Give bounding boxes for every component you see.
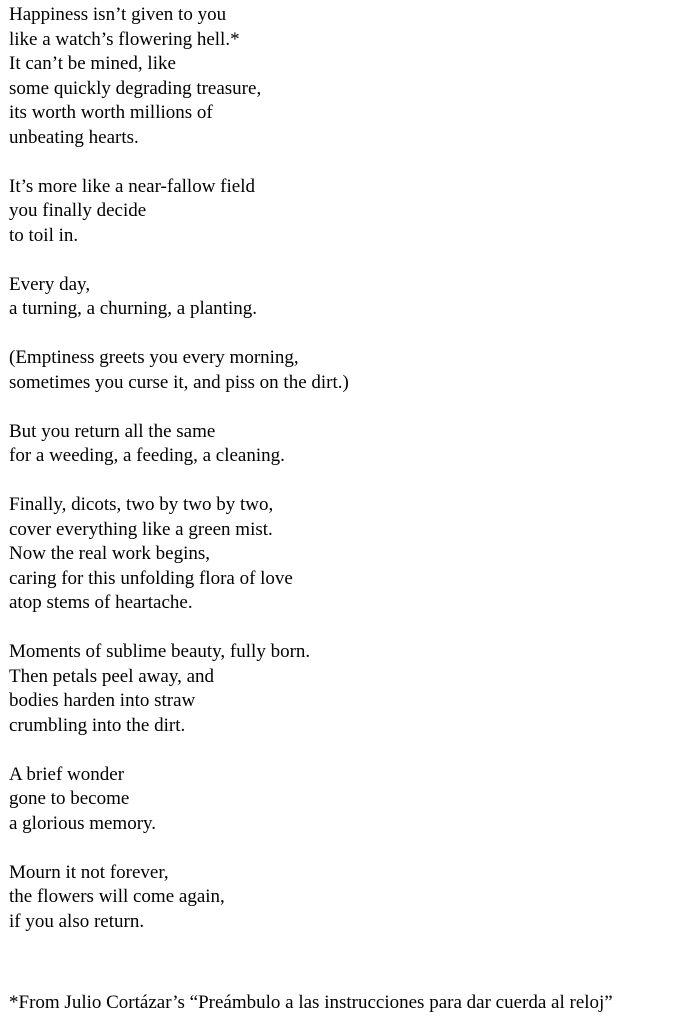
poem-line: sometimes you curse it, and piss on the dirt.) [9, 371, 349, 393]
poem-line: atop stems of heartache. [9, 592, 193, 613]
poem-line: Moments of sublime beauty, fully born. [9, 641, 311, 662]
poem-line: like a watch’s flowering hell.* [9, 28, 240, 50]
poem-line: gone to become [9, 788, 130, 809]
poem-line: its worth worth millions of [9, 102, 213, 123]
poem-line: if you also return. [9, 910, 145, 932]
footnote: *From Julio Cortázar’s “Preámbulo a las instrucciones para dar cuerda al reloj” [9, 992, 613, 1013]
poem-line: caring for this unfolding flora of love [9, 567, 293, 589]
poem-line: some quickly degrading treasure, [9, 77, 262, 99]
stanza-1 [9, 3, 689, 150]
stanza-4 [9, 346, 689, 395]
poem-line: Finally, dicots, two by two by two, [9, 494, 274, 515]
stanza-8 [9, 763, 689, 837]
poem-line: a glorious memory. [9, 812, 157, 834]
poem-line: for a weeding, a feeding, a cleaning. [9, 445, 285, 466]
stanza-5 [9, 420, 689, 469]
stanza-2 [9, 175, 689, 249]
poem-line: unbeating hearts. [9, 126, 139, 148]
poem-line: It’s more like a near-fallow field [9, 175, 255, 197]
poem-line: you finally decide [9, 200, 147, 221]
poem-line: cover everything like a green mist. [9, 518, 273, 540]
poem-line: It can’t be mined, like [9, 53, 176, 74]
stanza-6 [9, 493, 689, 616]
stanza-9 [9, 861, 689, 935]
poem-line: Happiness isn’t given to you [9, 4, 227, 25]
poem-line: a turning, a churning, a planting. [9, 298, 257, 319]
poem-line: Now the real work begins, [9, 543, 211, 564]
poem-line: A brief wonder [9, 763, 125, 785]
poem-line: But you return all the same [9, 420, 216, 442]
poem-line: Every day, [9, 273, 91, 295]
stanza-3 [9, 273, 689, 322]
poem-line: Mourn it not forever, [9, 861, 169, 883]
poem-line: (Emptiness greets you every morning, [9, 347, 299, 368]
poem-line: the flowers will come again, [9, 886, 225, 907]
poem-line: crumbling into the dirt. [9, 714, 186, 736]
stanza-7 [9, 640, 689, 738]
poem-line: bodies harden into straw [9, 690, 196, 711]
poem-line: Then petals peel away, and [9, 665, 215, 687]
poem [9, 3, 689, 959]
poem-line: to toil in. [9, 224, 79, 246]
